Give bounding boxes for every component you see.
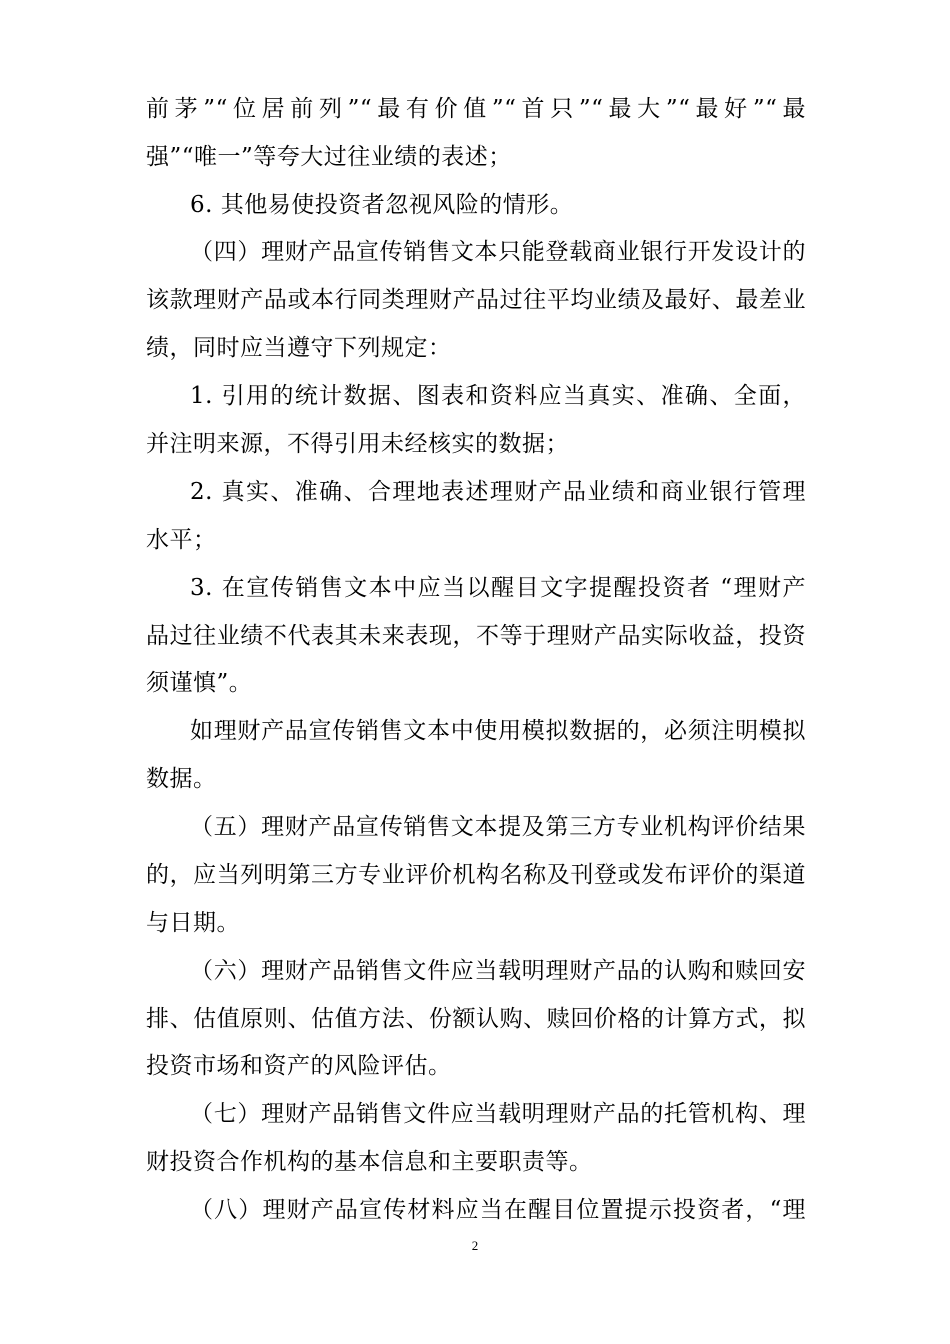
text-line: 财投资合作机构的基本信息和主要职责等。 [146,1149,593,1175]
text-line: （四）理财产品宣传销售文本只能登载商业银行开发设计的 [190,239,806,265]
text-line: 3. 在宣传销售文本中应当以醒目文字提醒投资者 “理财产 [190,575,806,601]
text-line: （八）理财产品宣传材料应当在醒目位置提示投资者，“理 [190,1197,806,1223]
text-line: 1. 引用的统计数据、图表和资料应当真实、准确、全面， [190,383,806,409]
text-line: 绩，同时应当遵守下列规定： [146,335,452,361]
text-line: 与日期。 [146,910,240,936]
text-line: 6. 其他易使投资者忽视风险的情形。 [190,192,574,218]
text-line: 排、估值原则、估值方法、份额认购、赎回价格的计算方式，拟 [146,1006,806,1032]
text-line: （五）理财产品宣传销售文本提及第三方专业机构评价结果 [190,814,806,840]
text-line: 水平； [146,527,217,553]
text-line: （六）理财产品销售文件应当载明理财产品的认购和赎回安 [190,958,806,984]
text-line: 2. 真实、准确、合理地表述理财产品业绩和商业银行管理 [190,479,806,505]
page-number: 2 [471,1238,479,1253]
text-line: 强”“唯一”等夸大过往业绩的表述； [146,144,512,170]
text-line: 投资市场和资产的风险评估。 [146,1053,452,1079]
text-line: 数据。 [146,766,217,792]
text-line: 的，应当列明第三方专业评价机构名称及刊登或发布评价的渠道 [146,862,806,888]
text-line: 前茅”“位居前列”“最有价值”“首只”“最大”“最好”“最 [146,96,806,122]
text-line: 如理财产品宣传销售文本中使用模拟数据的，必须注明模拟 [190,718,806,744]
text-line: 须谨慎”。 [146,670,253,696]
text-line: （七）理财产品销售文件应当载明理财产品的托管机构、理 [190,1101,806,1127]
text-line: 品过往业绩不代表其未来表现，不等于理财产品实际收益，投资 [146,623,806,649]
text-line: 该款理财产品或本行同类理财产品过往平均业绩及最好、最差业 [146,287,806,313]
text-line: 并注明来源，不得引用未经核实的数据； [146,431,569,457]
